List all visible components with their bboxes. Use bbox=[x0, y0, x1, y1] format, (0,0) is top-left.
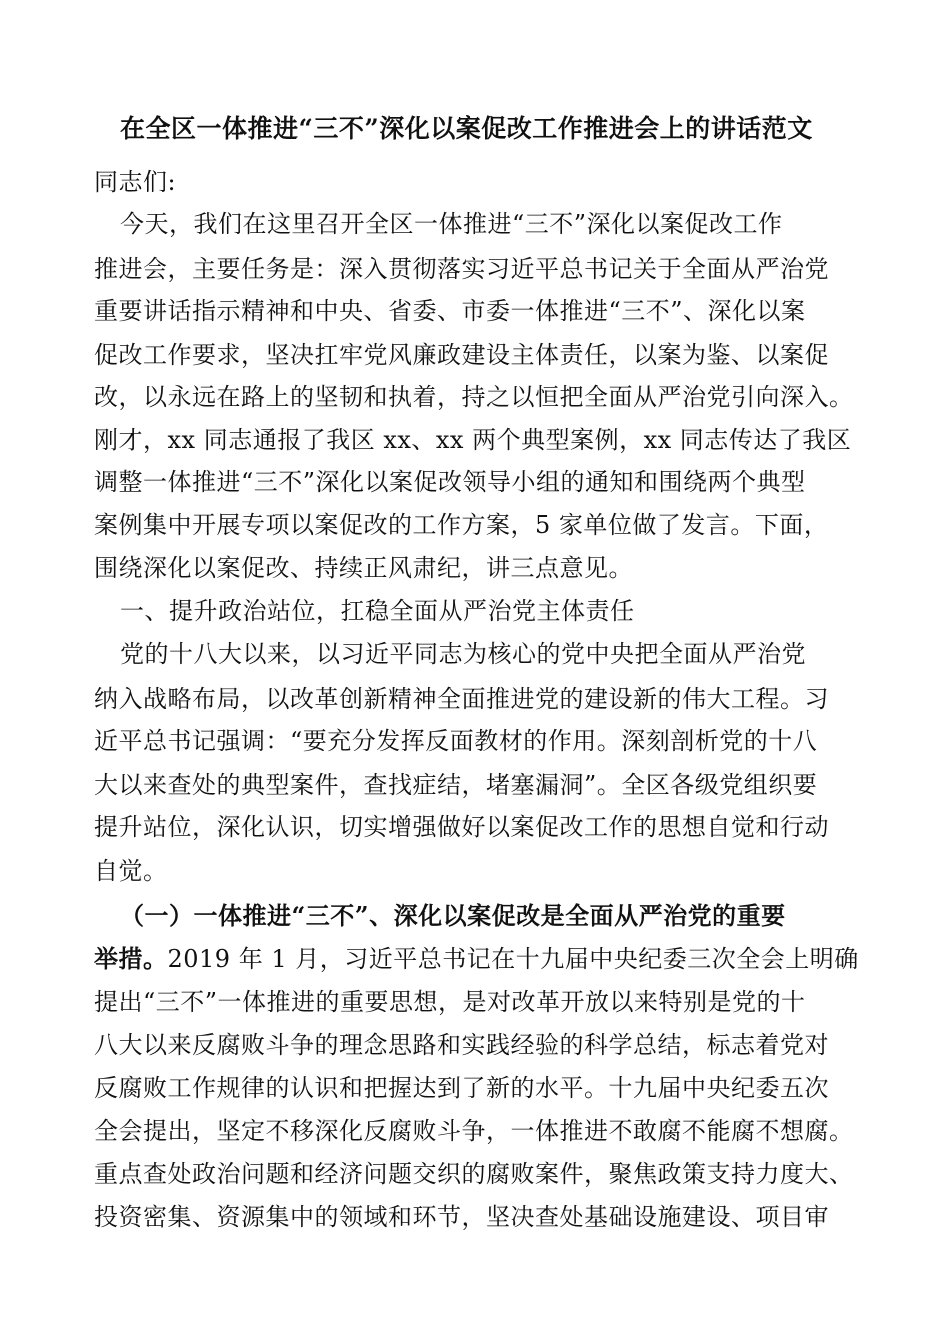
paragraph-2-line-5: 提升站位，深化认识，切实增强做好以案促改工作的思想自觉和行动 bbox=[94, 813, 829, 841]
paragraph-2-line-2: 纳入战略布局，以改革创新精神全面推进党的建设新的伟大工程。习 bbox=[94, 685, 829, 713]
document-title: 在全区一体推进“三不”深化以案促改工作推进会上的讲话范文 bbox=[120, 114, 813, 143]
paragraph-1-line-3: 重要讲话指示精神和中央、省委、市委一体推进“三不”、深化以案 bbox=[94, 297, 806, 325]
paragraph-3-line-5: 全会提出，坚定不移深化反腐败斗争，一体推进不敢腐不能腐不想腐。 bbox=[94, 1117, 854, 1145]
paragraph-1-line-7: 调整一体推进“三不”深化以案促改领导小组的通知和围绕两个典型 bbox=[94, 468, 806, 496]
subheading-1-end: 举措。 bbox=[94, 944, 168, 973]
paragraph-1-line-2: 推进会，主要任务是：深入贯彻落实习近平总书记关于全面从严治党 bbox=[94, 255, 829, 283]
paragraph-1-line-4: 促改工作要求，坚决扛牢党风廉政建设主体责任，以案为鉴、以案促 bbox=[94, 341, 829, 369]
paragraph-1-line-8: 案例集中开展专项以案促改的工作方案，5 家单位做了发言。下面， bbox=[94, 511, 829, 539]
paragraph-3-line-2: 提出“三不”一体推进的重要思想，是对改革开放以来特别是党的十 bbox=[94, 988, 806, 1016]
paragraph-2-line-6: 自觉。 bbox=[94, 857, 168, 885]
paragraph-2-line-4: 大以来查处的典型案件，查找症结，堵塞漏洞”。全区各级党组织要 bbox=[94, 771, 818, 799]
paragraph-1-line-5: 改，以永远在路上的坚韧和执着，持之以恒把全面从严治党引向深入。 bbox=[94, 383, 854, 411]
paragraph-3-line-7: 投资密集、资源集中的领域和环节，坚决查处基础设施建设、项目审 bbox=[94, 1203, 829, 1231]
paragraph-1-line-1: 今天，我们在这里召开全区一体推进“三不”深化以案促改工作 bbox=[120, 210, 783, 238]
paragraph-1-line-6: 刚才，xx 同志通报了我区 xx、xx 两个典型案例，xx 同志传达了我区 bbox=[94, 426, 852, 454]
section-1-heading: 一、提升政治站位，扛稳全面从严治党主体责任 bbox=[120, 597, 635, 625]
subheading-1: （一）一体推进“三不”、深化以案促改是全面从严治党的重要 bbox=[120, 901, 786, 930]
paragraph-3-first-text: 2019 年 1 月，习近平总书记在十九届中央纪委三次全会上明确 bbox=[167, 945, 859, 973]
paragraph-3-line-3: 八大以来反腐败斗争的理念思路和实践经验的科学总结，标志着党对 bbox=[94, 1031, 829, 1059]
paragraph-2-line-1: 党的十八大以来，以习近平同志为核心的党中央把全面从严治党 bbox=[120, 640, 806, 668]
paragraph-3-line-1 bbox=[94, 944, 859, 974]
paragraph-1-line-9: 围绕深化以案促改、持续正风肃纪，讲三点意见。 bbox=[94, 554, 633, 582]
paragraph-2-line-3: 近平总书记强调：“要充分发挥反面教材的作用。深刻剖析党的十八 bbox=[94, 727, 818, 755]
paragraph-3-line-6: 重点查处政治问题和经济问题交织的腐败案件，聚焦政策支持力度大、 bbox=[94, 1160, 854, 1188]
paragraph-3-line-4: 反腐败工作规律的认识和把握达到了新的水平。十九届中央纪委五次 bbox=[94, 1074, 829, 1102]
salutation: 同志们: bbox=[94, 168, 177, 196]
